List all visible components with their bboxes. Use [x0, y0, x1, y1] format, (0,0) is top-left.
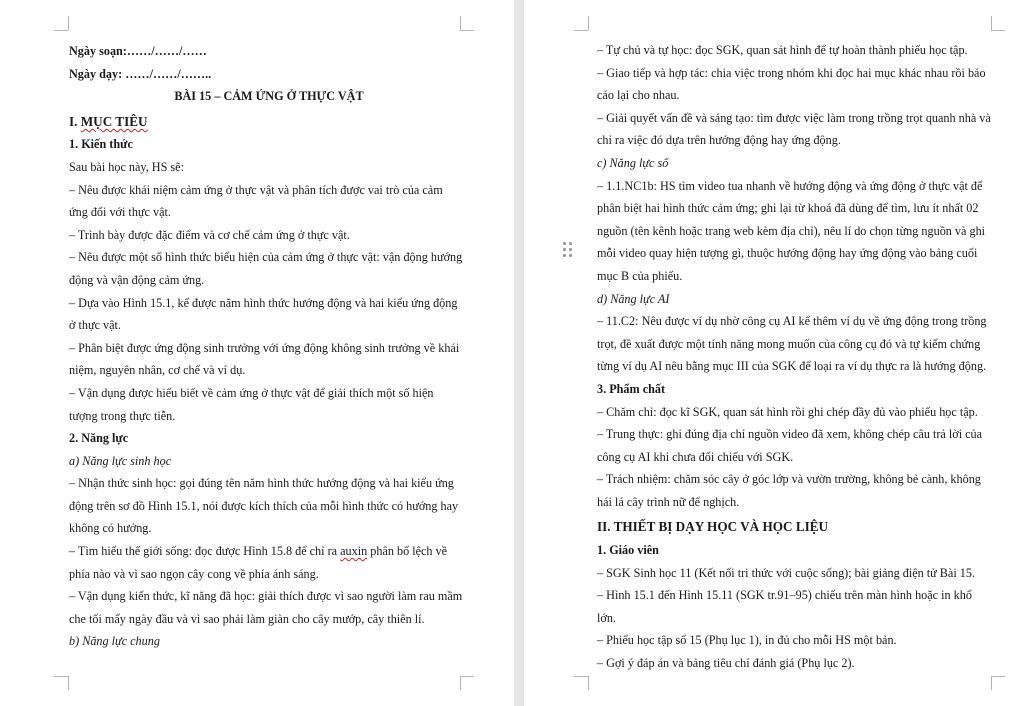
document-line: – Nhận thức sinh học: gọi đúng tên năm hình thức hướng động và hai kiểu ứng	[69, 476, 454, 491]
line-text: phân bố lệch về	[367, 544, 448, 559]
document-line: Sau bài học này, HS sẽ:	[69, 159, 184, 174]
document-line: mỗi video quay hiện tượng gì, thuộc hướng động hay ứng động vào bảng cuối	[597, 246, 978, 261]
document-line: – 11.C2: Nêu được ví dụ nhờ công cụ AI kể thêm ví dụ về ứng động trong trồng	[597, 314, 987, 329]
document-line: mục B của phiếu.	[597, 268, 683, 283]
document-line: niệm, nguyên nhân, cơ chế và ví dụ.	[69, 363, 246, 378]
document-line: – Gợi ý đáp án và bảng tiêu chí đánh giá (Phụ lục 2).	[597, 656, 855, 671]
document-line: tượng trong thực tiễn.	[69, 408, 176, 423]
page-content-left[interactable]	[69, 40, 469, 653]
document-line: công cụ AI khi chưa đối chiếu với SGK.	[597, 449, 794, 464]
document-line: 2. Năng lực	[69, 431, 129, 446]
line-text: – Tìm hiểu thế giới sống: đọc được Hình 15.8 để chỉ ra	[69, 544, 341, 559]
document-line	[69, 540, 469, 563]
crop-mark	[54, 30, 68, 31]
crop-mark	[68, 676, 69, 690]
document-line	[69, 111, 469, 134]
document-line: cáo lại cho nhau.	[597, 88, 680, 103]
document-line: phía nào và vì sao ngọn cây cong về phía ánh sáng.	[69, 566, 319, 581]
crop-mark	[54, 676, 68, 677]
crop-mark	[574, 30, 588, 31]
crop-mark	[574, 676, 588, 677]
document-line: – Tự chủ và tự học: đọc SGK, quan sát hình để tự hoàn thành phiếu học tập.	[597, 43, 968, 57]
document-line: Ngày dạy: ……/……/……..	[69, 66, 212, 81]
crop-mark	[991, 676, 1005, 677]
crop-mark	[991, 676, 992, 690]
document-line: II. THIẾT BỊ DẠY HỌC VÀ HỌC LIỆU	[597, 519, 829, 535]
document-line: – Hình 15.1 đến Hình 15.11 (SGK tr.91–95) chiếu trên màn hình hoặc in khổ	[597, 588, 972, 603]
document-line: động trên sơ đồ Hình 15.1, nói được kích thích của mỗi hình thức có hướng hay	[69, 498, 459, 513]
document-line: – Nêu được khái niệm cảm ứng ở thực vật và phân tích được vai trò của cảm	[69, 182, 443, 197]
document-page-left[interactable]	[0, 0, 514, 706]
table-move-handle-icon[interactable]	[563, 242, 575, 260]
page-separator	[514, 0, 524, 706]
document-line: che tối mấy ngày đầu và vì sao phải làm giàn cho cây mướp, cây thiên lí.	[69, 611, 425, 626]
document-line: – Phân biệt được ứng động sinh trưởng với ứng động không sinh trưởng về khái	[69, 340, 460, 355]
document-line: – Phiếu học tập số 15 (Phụ lục 1), in đủ cho mỗi HS một bản.	[597, 633, 897, 648]
crop-mark	[588, 16, 589, 30]
document-line: – Giao tiếp và hợp tác: chia việc trong nhóm khi đọc hai mục khác nhau rồi báo	[597, 65, 986, 80]
spellcheck-flagged-word[interactable]: MỤC TIÊU	[80, 113, 148, 129]
document-line: phân biệt hai hình thức cảm ứng; ghi lại từ khoá đã dùng để tìm, lưu ít nhất 02	[597, 201, 979, 216]
document-line: BÀI 15 – CẢM ỨNG Ở THỰC VẬT	[174, 89, 364, 104]
document-line: – Vận dụng kiến thức, kĩ năng đã học: giải thích được vì sao người làm rau mầm	[69, 589, 463, 604]
document-line: b) Năng lực chung	[69, 634, 160, 649]
line-text: I.	[69, 113, 81, 129]
document-line: ở thực vật.	[69, 318, 121, 333]
document-line: – Trung thực: ghi đúng địa chỉ nguồn video đã xem, không chép câu trả lời của	[597, 427, 983, 442]
document-line: từng ví dụ AI nêu bằng mục III của SGK để loại ra ví dụ thực ra là hướng động.	[597, 359, 987, 374]
crop-mark	[68, 16, 69, 30]
crop-mark	[588, 676, 589, 690]
document-line: – SGK Sinh học 11 (Kết nối tri thức với cuộc sống); bài giảng điện tử Bài 15.	[597, 565, 976, 580]
document-line: – Trách nhiệm: chăm sóc cây ở góc lớp và vườn trường, không bẻ cành, không	[597, 472, 981, 487]
document-line: c) Năng lực số	[597, 155, 669, 170]
document-line: – Dựa vào Hình 15.1, kể được năm hình thức hướng động và hai kiểu ứng động	[69, 295, 458, 310]
crop-mark	[460, 16, 461, 30]
document-line: – Vận dụng được hiểu biết về cảm ứng ở thực vật để giải thích một số hiện	[69, 385, 434, 400]
document-line: hái lá cây trình nữ để nghịch.	[597, 494, 740, 509]
crop-mark	[991, 16, 992, 30]
crop-mark	[460, 676, 474, 677]
document-line: – Trình bày được đặc điểm và cơ chế cảm ứng ở thực vật.	[69, 227, 350, 242]
spellcheck-flagged-word[interactable]: auxin	[340, 544, 368, 559]
crop-mark	[460, 30, 474, 31]
page-content-right[interactable]	[597, 39, 1017, 675]
document-line: d) Năng lực AI	[597, 291, 670, 306]
document-line: 1. Kiến thức	[69, 137, 133, 152]
crop-mark	[991, 30, 1005, 31]
document-line: Ngày soạn:……/……/……	[69, 44, 207, 58]
document-line: – Chăm chỉ: đọc kĩ SGK, quan sát hình rồi ghi chép đầy đủ vào phiếu học tập.	[597, 404, 978, 419]
crop-mark	[460, 676, 461, 690]
document-line: 3. Phẩm chất	[597, 381, 666, 396]
document-line: nguồn (tên kênh hoặc trang web kèm địa chỉ), nêu lí do chọn từng nguồn và ghi	[597, 223, 986, 238]
document-line: – Giải quyết vấn đề và sáng tạo: tìm được việc làm trong trồng trọt quanh nhà và	[597, 110, 991, 125]
document-line: 1. Giáo viên	[597, 543, 659, 558]
document-line: – Nêu được một số hình thức biểu hiện của cảm ứng ở thực vật: vận động hướng	[69, 250, 463, 265]
document-line: lớn.	[597, 610, 616, 625]
document-line: không có hướng.	[69, 521, 152, 536]
document-line: ứng đối với thực vật.	[69, 205, 171, 220]
document-line: a) Năng lực sinh học	[69, 453, 172, 468]
document-line: – 1.1.NC1b: HS tìm video tua nhanh về hướng động và ứng động ở thực vật để	[597, 178, 983, 193]
document-line: động và vận động cảm ứng.	[69, 272, 205, 287]
document-line: chỉ ra việc đó dựa trên hướng động hay ứng động.	[597, 133, 841, 148]
document-line: trọt, đề xuất được một tính năng mong muốn của công cụ đó và tự kiểm chứng	[597, 336, 981, 351]
document-page-right[interactable]	[524, 0, 1032, 706]
